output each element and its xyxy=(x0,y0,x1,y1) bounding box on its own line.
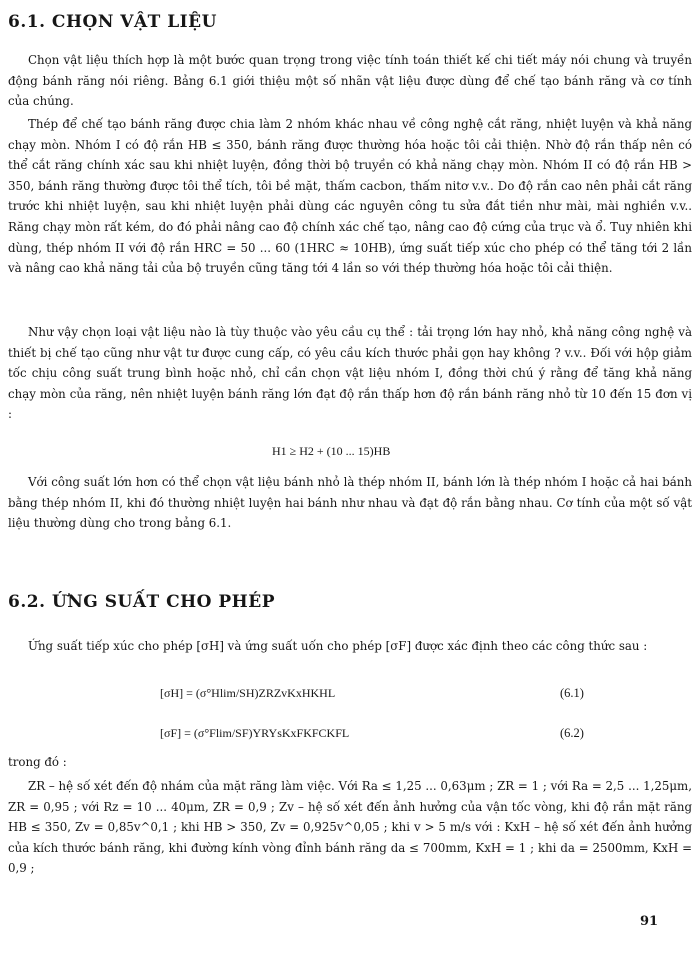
paragraph-high-power: Với công suất lớn hơn có thể chọn vật liệu bánh nhỏ là thép nhóm II, bánh lớn là thép nhóm I hoặc cả hai bánh bằng thép nhóm II, khi đó thường nhiệt luyện hai bánh như nhau và đạt độ rắn bằng nhau. Cơ tính của một số vật liệu thường dùng cho trong bảng 6.1. xyxy=(8,475,692,531)
equation-contact-stress: [σH] = (σ°Hlim/SH)ZRZvKxHKHL xyxy=(160,686,336,700)
paragraph-selection-criteria: Như vậy chọn loại vật liệu nào là tùy thuộc vào yêu cầu cụ thể : tải trọng lớn hay nhỏ, khả năng công nghệ và thiết bị chế tạo cũng như vật tư được cung cấp, có yêu cầu kích thước phải gọn hay không ? v.v.. Đối với hộp giảm tốc chịu công suất trung bình hoặc nhỏ, chỉ cần chọn vật liệu nhóm I, đồng thời chú ý rằng để tăng khả năng chạy mòn của răng, nên nhiệt luyện bánh răng lớn đạt độ rắn thấp hơn độ rắn bánh răng nhỏ từ 10 đến 15 đơn vị : xyxy=(8,325,692,422)
equation-number-6-1: (6.1) xyxy=(560,686,584,700)
paragraph-coefficients: ZR – hệ số xét đến độ nhám của mặt răng làm việc. Với Ra ≤ 1,25 ... 0,63μm ; ZR = 1 ; với Ra = 2,5 ... 1,25μm, ZR = 0,95 ; với Rz = 10 ... 40μm, ZR = 0,9 ; Zv – hệ số xét đến ảnh hưởng của vận tốc vòng, khi độ rắn mặt răng HB ≤ 350, Zv = 0,85v^0,1 ; khi HB > 350, Zv = 0,925v^0,05 ; khi v > 5 m/s với : KxH – hệ số xét đến ảnh hưởng của kích thước bánh răng, khi đường kính vòng đỉnh bánh răng da ≤ 700mm, KxH = 1 ; khi da = 2500mm, KxH = 0,9 ; xyxy=(8,779,692,876)
equation-number-6-2: (6.2) xyxy=(560,726,584,740)
paragraph-allowable-stress-intro: Ứng suất tiếp xúc cho phép [σH] và ứng suất uốn cho phép [σF] được xác định theo các công thức sau : xyxy=(28,639,648,653)
section-6-1-heading: 6.1. CHỌN VẬT LIỆU xyxy=(8,12,217,32)
section-6-2-heading: 6.2. ỨNG SUẤT CHO PHÉP xyxy=(8,592,275,612)
hardness-formula: H1 ≥ H2 + (10 ... 15)HB xyxy=(272,444,391,458)
equation-bending-stress: [σF] = (σ°Flim/SF)YRYsKxFKFCKFL xyxy=(160,726,350,740)
page-number: 91 xyxy=(640,914,659,929)
paragraph-steel-groups: Thép để chế tạo bánh răng được chia làm 2 nhóm khác nhau về công nghệ cắt răng, nhiệt luyện và khả năng chạy mòn. Nhóm I có độ rắn HB ≤ 350, bánh răng được thường hóa hoặc tôi cải thiện. Nhờ độ rắn thấp nên có thể cắt răng chính xác sau khi nhiệt luyện, đồng thời bộ truyền có khả năng chạy mòn. Nhóm II có độ rắn HB > 350, bánh răng thường được tôi thể tích, tôi bề mặt, thấm cacbon, thấm nitơ v.v.. Do độ rắn cao nên phải cắt răng trước khi nhiệt luyện, sau khi nhiệt luyện phải dùng các nguyên công tu sửa đắt tiền như mài, mài nghiền v.v.. Răng chạy mòn rất kém, do đó phải nâng cao độ chính xác chế tạo, nâng cao độ cứng của trục và ổ. Tuy nhiên khi dùng, thép nhóm II với độ rắn HRC = 50 ... 60 (1HRC ≈ 10HB), ứng suất tiếp xúc cho phép có thể tăng tới 2 lần và nâng cao khả năng tải của bộ truyền cũng tăng tới 4 lần so với thép thường hóa hoặc tôi cải thiện. xyxy=(8,117,692,276)
paragraph-material-choice: Chọn vật liệu thích hợp là một bước quan trọng trong việc tính toán thiết kế chi tiết máy nói chung và truyền động bánh răng nói riêng. Bảng 6.1 giới thiệu một số nhãn vật liệu được dùng để chế tạo bánh răng và cơ tính của chúng. xyxy=(8,53,692,109)
where-label: trong đó : xyxy=(8,755,67,769)
